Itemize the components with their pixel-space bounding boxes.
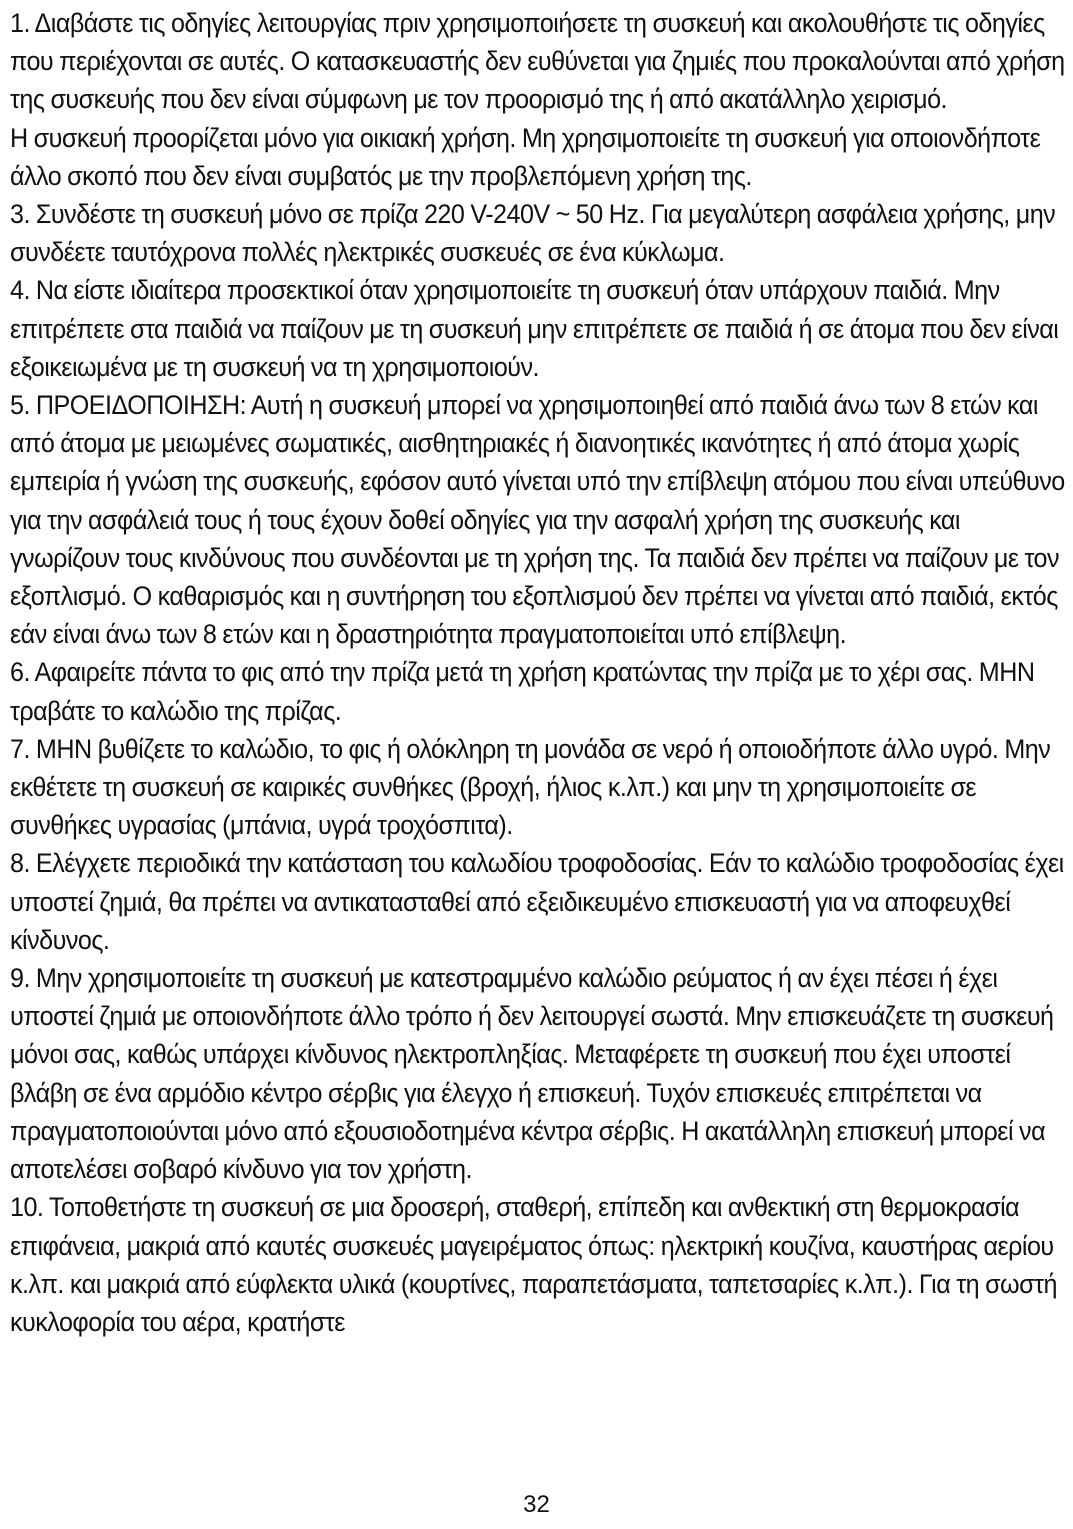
paragraph-3: 3. Συνδέστε τη συσκευή μόνο σε πρίζα 220 V-240V ~ 50 Hz. Για μεγαλύτερη ασφάλεια χρήσης, μην συνδέετε ταυτόχρονα πολλές ηλεκτρικές συσκευές σε ένα κύκλωμα.	[10, 199, 1056, 268]
paragraph-6: 6. Αφαιρείτε πάντα το φις από την πρίζα μετά τη χρήση κρατώντας την πρίζα με το χέρι σας. ΜΗΝ τραβάτε το καλώδιο της πρίζας.	[10, 657, 1035, 726]
paragraph-10: 10. Τοποθετήστε τη συσκευή σε μια δροσερή, σταθερή, επίπεδη και ανθεκτική στη θερμοκρασία επιφάνεια, μακριά από καυτές συσκευές μαγειρέματος όπως: ηλεκτρική κουζίνα, καυστήρας αερίου κ.λπ. και μακριά από εύφλεκτα υλικά (κουρτίνες, παραπετάσματα, ταπετσαρίες κ.λπ.). Για τη σωστή κυκλοφορία του αέρα, κρατήστε	[10, 1192, 1058, 1337]
page-number: 32	[523, 1491, 550, 1518]
paragraph-9: 9. Μην χρησιμοποιείτε τη συσκευή με κατεστραμμένο καλώδιο ρεύματος ή αν έχει πέσει ή έχει υποστεί ζημιά με οποιονδήποτε άλλο τρόπο ή δεν λειτουργεί σωστά. Μην επισκευάζετε τη συσκευή μόνοι σας, καθώς υπάρχει κίνδυνος ηλεκτροπληξίας. Μεταφέρετε τη συσκευή που έχει υποστεί βλάβη σε ένα αρμόδιο κέντρο σέρβις για έλεγχο ή επισκευή. Τυχόν επισκευές επιτρέπεται να πραγματοποιούνται μόνο από εξουσιοδοτημένα κέντρα σέρβις. Η ακατάλληλη επισκευή μπορεί να αποτελέσει σοβαρό κίνδυνο για τον χρήστη.	[10, 963, 1054, 1185]
paragraph-5: 5. ΠΡΟΕΙΔΟΠΟΙΗΣΗ: Αυτή η συσκευή μπορεί να χρησιμοποιηθεί από παιδιά άνω των 8 ετών και από άτομα με μειωμένες σωματικές, αισθητηριακές ή διανοητικές ικανότητες ή από άτομα χωρίς εμπειρία ή γνώση της συσκευής, εφόσον αυτό γίνεται υπό την επίβλεψη ατόμου που είναι υπεύθυνο για την ασφάλειά τους ή τους έχουν δοθεί οδηγίες για την ασφαλή χρήση της συσκευής και γνωρίζουν τους κινδύνους που συνδέονται με τη χρήση της. Τα παιδιά δεν πρέπει να παίζουν με τον εξοπλισμό. Ο καθαρισμός και η συντήρηση του εξοπλισμού δεν πρέπει να γίνεται από παιδιά, εκτός εάν είναι άνω των 8 ετών και η δραστηριότητα πραγματοποιείται υπό επίβλεψη.	[10, 390, 1065, 650]
document-body	[10, 4, 1068, 1341]
paragraph-2: Η συσκευή προορίζεται μόνο για οικιακή χρήση. Μη χρησιμοποιείτε τη συσκευή για οποιονδήποτε άλλο σκοπό που δεν είναι συμβατός με την προβλεπόμενη χρήση της.	[10, 122, 1041, 191]
paragraph-7: 7. ΜΗΝ βυθίζετε το καλώδιο, το φις ή ολόκληρη τη μονάδα σε νερό ή οποιοδήποτε άλλο υγρό. Μην εκθέτετε τη συσκευή σε καιρικές συνθήκες (βροχή, ήλιος κ.λπ.) και μην τη χρησιμοποιείτε σε συνθήκες υγρασίας (μπάνια, υγρά τροχόσπιτα).	[10, 733, 1051, 841]
paragraph-1: 1. Διαβάστε τις οδηγίες λειτουργίας πριν χρησιμοποιήσετε τη συσκευή και ακολουθήστε τις οδηγίες που περιέχονται σε αυτές. Ο κατασκευαστής δεν ευθύνεται για ζημιές που προκαλούνται από χρήση της συσκευής που δεν είναι σύμφωνη με τον προορισμό της ή από ακατάλληλο χειρισμό.	[10, 8, 1065, 115]
paragraph-8: 8. Ελέγχετε περιοδικά την κατάσταση του καλωδίου τροφοδοσίας. Εάν το καλώδιο τροφοδοσίας έχει υποστεί ζημιά, θα πρέπει να αντικατασταθεί από εξειδικευμένο επισκευαστή για να αποφευχθεί κίνδυνος.	[10, 848, 1064, 955]
paragraph-4: 4. Να είστε ιδιαίτερα προσεκτικοί όταν χρησιμοποιείτε τη συσκευή όταν υπάρχουν παιδιά. Μην επιτρέπετε στα παιδιά να παίζουν με τη συσκευή μην επιτρέπετε σε παιδιά ή σε άτομα που δεν είναι εξοικειωμένα με τη συσκευή να τη χρησιμοποιούν.	[10, 275, 1059, 382]
